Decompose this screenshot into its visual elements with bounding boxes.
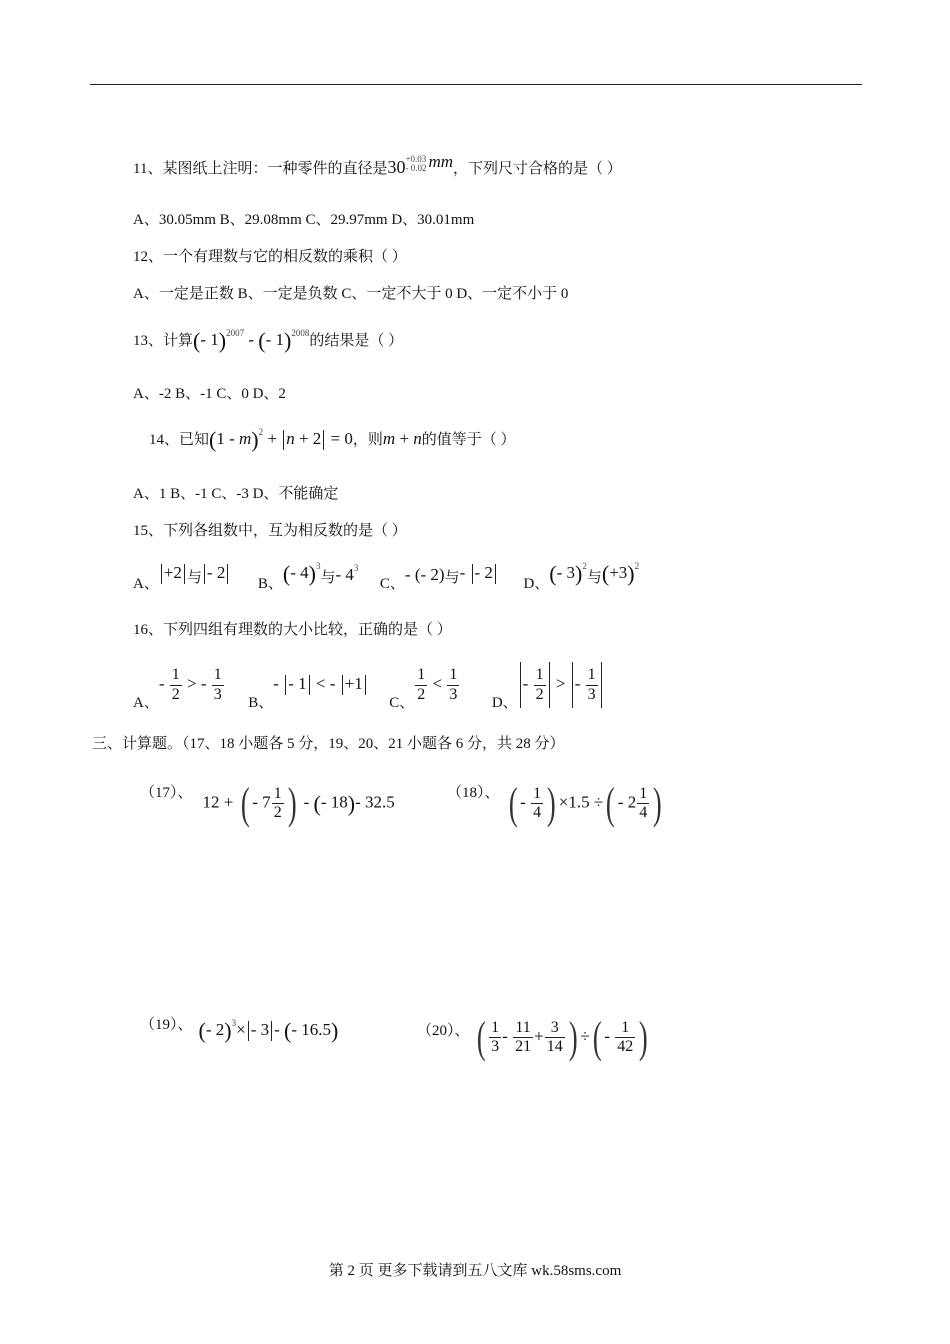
q11-options: A、30.05mm B、29.08mm C、29.97mm D、30.01mm: [133, 212, 475, 228]
q16-options: [133, 662, 604, 711]
q14-suffix1: ，则: [352, 431, 383, 448]
q11-prefix: 11、某图纸上注明：一种零件的直径是: [133, 161, 388, 177]
q15-option-c-expr: - (- 2): [404, 564, 445, 584]
q15-yu-c: 与: [444, 569, 460, 586]
p17-expression: 12 + ( - 7 $\frac{1}{2}$ ) - (- 18)- 32.5: [202, 779, 395, 828]
q11-unit: mm: [428, 152, 454, 171]
p18-label: （18）、: [447, 785, 500, 802]
q16-option-d-label: D、: [491, 694, 518, 711]
p19-label: （19）、: [140, 1016, 193, 1033]
q16-option-a-expr: - $\frac{1}{2}$ > - $\frac{1}{3}$: [158, 666, 222, 703]
p20-label: （20）、: [417, 1023, 470, 1040]
q14-suffix2: 的值等于（ ）: [421, 431, 516, 448]
p19-expression: (- 2)$^3$× - 3 - (- 16.5): [198, 1017, 339, 1043]
q16-option-b-expr: - - 1 < - +1: [273, 675, 367, 695]
p20-expression: ( $\frac{1}{3}$ - $\frac{11}{21}$ + $\frac{3}{14}$ ) ÷( - $\frac{1}{42}$ ): [476, 1013, 648, 1062]
question-11: [133, 152, 622, 179]
q15-option-b-expr: (- 4)$^3$: [282, 560, 321, 586]
question-13: [133, 327, 404, 353]
q11-base: 30: [387, 157, 406, 177]
question-14: 14、已知(1 - m)$^2$ + n + 2 = 0，则m + n的值等于（ ）: [149, 426, 516, 452]
q12-options: A、一定是正数 B、一定是负数 C、一定不大于 0 D、一定不小于 0: [133, 286, 569, 302]
q11-suffix: ，下列尺寸合格的是（ ）: [453, 161, 622, 177]
question-12: 12、一个有理数与它的相反数的乘积（ ）: [133, 249, 407, 265]
q15-yu-b: 与: [320, 569, 336, 586]
q15-option-d-label: D、: [523, 575, 550, 592]
q16-option-c-expr: $\frac{1}{2}$ < $\frac{1}{3}$: [417, 666, 458, 703]
p18-expression: ( - $\frac{1}{4}$ ) ×1.5 ÷( - 2 $\frac{1}{4}$ ): [508, 779, 662, 828]
question-16: 16、下列四组有理数的大小比较，正确的是（ ）: [133, 622, 452, 638]
q13-exp1: 2007: [226, 327, 245, 338]
p17-label: （17）、: [140, 785, 193, 802]
q14-equation: (1 - m)$^2$ + n + 2 = 0: [209, 426, 353, 452]
problem-19: [140, 1016, 339, 1043]
q11-tol-lower: - 0.02: [405, 162, 427, 173]
q13-options: A、-2 B、-1 C、0 D、2: [133, 386, 286, 402]
q14-options: A、1 B、-1 C、-3 D、不能确定: [133, 486, 339, 502]
q15-yu-a: 与: [186, 569, 202, 586]
q15-options: A、+2 与 - 2 B、(- 4)$^3$与- $4^3$ C、- (- 2)与- - 2 D、(- 3)$^2$与$(+3)^2$: [133, 560, 640, 592]
q15-option-b-label: B、: [257, 575, 283, 592]
q15-option-a-expr: +2: [159, 564, 187, 584]
q14-prefix: 14、已知: [149, 431, 210, 448]
q13-expression: (- 1)$^{2007}$ - (- 1)$^{2008}$: [193, 327, 310, 353]
q15-yu-d: 与: [586, 569, 602, 586]
q15-option-c-label: C、: [379, 575, 405, 592]
q13-suffix: 的结果是（ ）: [309, 332, 404, 349]
q14-mn: m: [382, 428, 396, 448]
q13-prefix: 13、计算: [133, 332, 194, 349]
q16-option-a-label: A、: [133, 694, 159, 711]
q16-option-c-label: C、: [389, 694, 415, 711]
q15-option-a-label: A、: [133, 575, 159, 592]
question-15: 15、下列各组数中，互为相反数的是（ ）: [133, 523, 407, 539]
section-3-title: 三、计算题。（17、18 小题各 5 分，19、20、21 小题各 6 分，共 28 分）: [92, 736, 565, 752]
q16-option-d-expr: - $\frac{1}{2}$ > - $\frac{1}{3}$: [518, 662, 604, 708]
problem-20: [417, 1013, 651, 1062]
q13-exp2: 2008: [291, 327, 310, 338]
q15-option-d-expr: (- 3)$^2$: [549, 560, 587, 586]
q11-tol-upper: +0.03: [405, 153, 427, 164]
problem-18: [447, 779, 665, 828]
header-rule: [90, 84, 862, 85]
q16-option-b-label: B、: [248, 694, 274, 711]
page-footer: 第 2 页 更多下载请到五八文库 wk.58sms.com: [328, 1263, 622, 1279]
problem-17: [140, 779, 395, 828]
